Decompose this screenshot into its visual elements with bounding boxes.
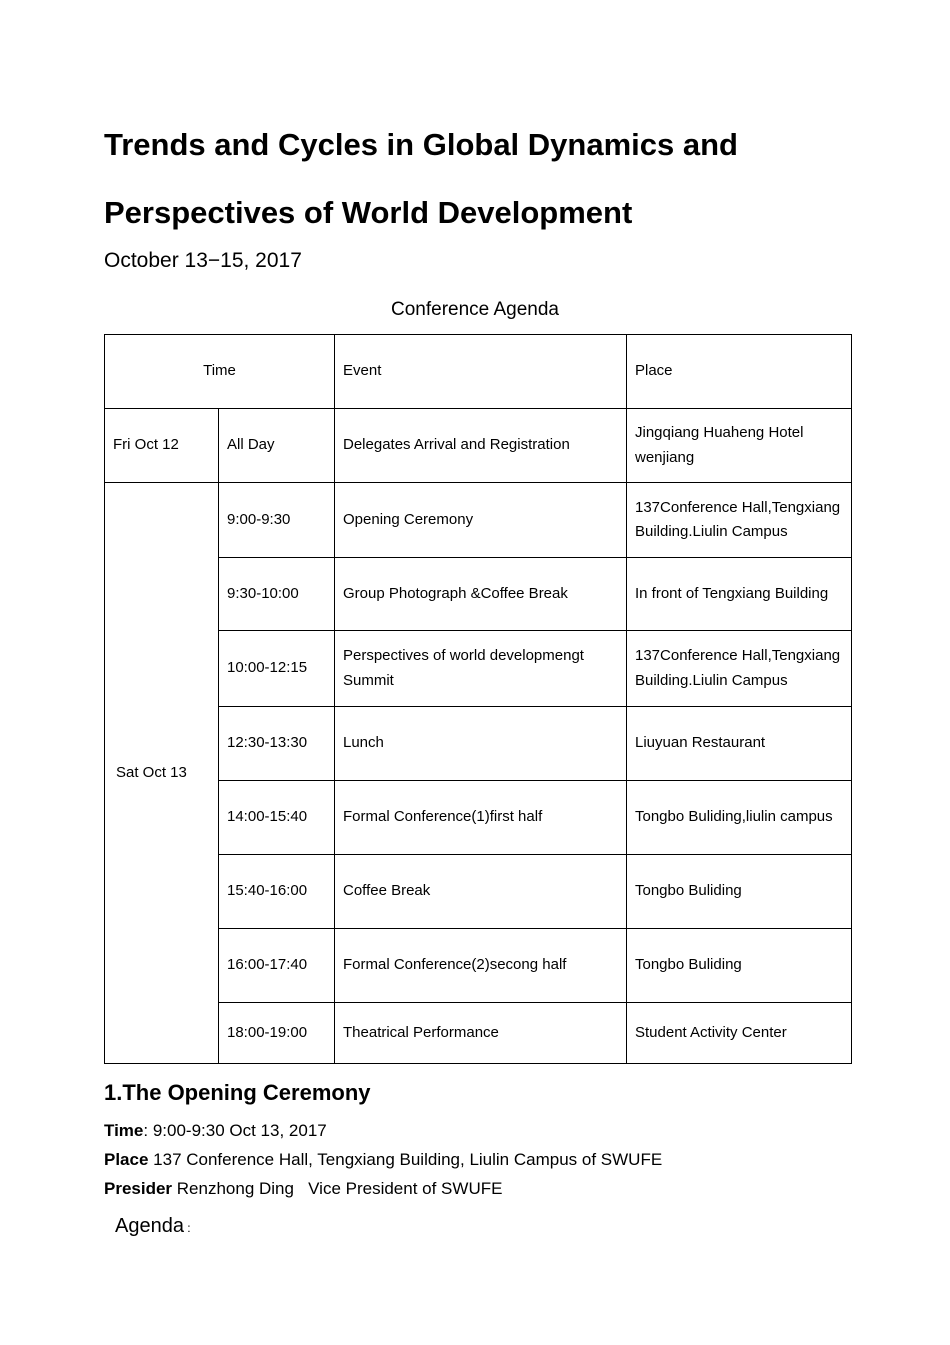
time-cell: 9:30-10:00 — [219, 558, 335, 631]
presider-label: Presider — [104, 1179, 173, 1198]
event-cell: Formal Conference(1)first half — [335, 781, 627, 855]
agenda-label-text: Agenda — [115, 1215, 184, 1237]
time-cell: 9:00-9:30 — [219, 483, 335, 558]
place-cell: 137Conference Hall,Tengxiang Building.Liulin Campus — [627, 631, 852, 707]
place-label: Place — [104, 1150, 149, 1169]
place-cell: 137Conference Hall,Tengxiang Building.Liulin Campus — [627, 483, 852, 558]
place-cell: Tongbo Buliding — [627, 929, 852, 1003]
agenda-heading: Conference Agenda — [391, 299, 559, 320]
event-cell: Perspectives of world developmengt Summit — [335, 631, 627, 707]
table-row — [105, 409, 852, 483]
day-cell: Sat Oct 13 — [105, 483, 219, 1064]
presider-value: Renzhong Ding Vice President of SWUFE — [172, 1179, 503, 1198]
event-cell: Coffee Break — [335, 855, 627, 929]
event-cell: Lunch — [335, 707, 627, 781]
header-event: Event — [335, 335, 627, 409]
time-cell: 16:00-17:40 — [219, 929, 335, 1003]
agenda-label — [115, 1215, 191, 1238]
event-cell: Group Photograph &Coffee Break — [335, 558, 627, 631]
event-cell: Opening Ceremony — [335, 483, 627, 558]
day-cell: Fri Oct 12 — [105, 409, 219, 483]
event-cell: Theatrical Performance — [335, 1003, 627, 1064]
table-header-row — [105, 335, 852, 409]
place-cell: Student Activity Center — [627, 1003, 852, 1064]
event-cell: Formal Conference(2)secong half — [335, 929, 627, 1003]
place-cell: Tongbo Buliding — [627, 855, 852, 929]
title-line-1: Trends and Cycles in Global Dynamics and — [104, 127, 738, 162]
time-cell: 12:30-13:30 — [219, 707, 335, 781]
section-heading: 1.The Opening Ceremony — [104, 1080, 371, 1105]
time-line — [104, 1121, 327, 1141]
header-place: Place — [627, 335, 852, 409]
place-value: 137 Conference Hall, Tengxiang Building, Liulin Campus of SWUFE — [148, 1150, 663, 1169]
agenda-label-colon: : — [183, 1221, 191, 1235]
title-line-2: Perspectives of World Development — [104, 195, 633, 230]
table-row — [105, 483, 852, 558]
place-cell: Tongbo Buliding,liulin campus — [627, 781, 852, 855]
time-cell: 15:40-16:00 — [219, 855, 335, 929]
agenda-table — [104, 334, 852, 1064]
time-cell: 18:00-19:00 — [219, 1003, 335, 1064]
time-cell: 10:00-12:15 — [219, 631, 335, 707]
event-cell: Delegates Arrival and Registration — [335, 409, 627, 483]
time-value: : 9:00-9:30 Oct 13, 2017 — [143, 1121, 327, 1140]
place-line — [104, 1150, 662, 1170]
conference-date: October 13−15, 2017 — [104, 249, 302, 272]
place-cell: Liuyuan Restaurant — [627, 707, 852, 781]
place-cell: In front of Tengxiang Building — [627, 558, 852, 631]
place-cell: Jingqiang Huaheng Hotel wenjiang — [627, 409, 852, 483]
header-time: Time — [105, 335, 335, 409]
time-cell: All Day — [219, 409, 335, 483]
time-cell: 14:00-15:40 — [219, 781, 335, 855]
time-label: Time — [104, 1121, 144, 1140]
presider-line — [104, 1179, 502, 1199]
